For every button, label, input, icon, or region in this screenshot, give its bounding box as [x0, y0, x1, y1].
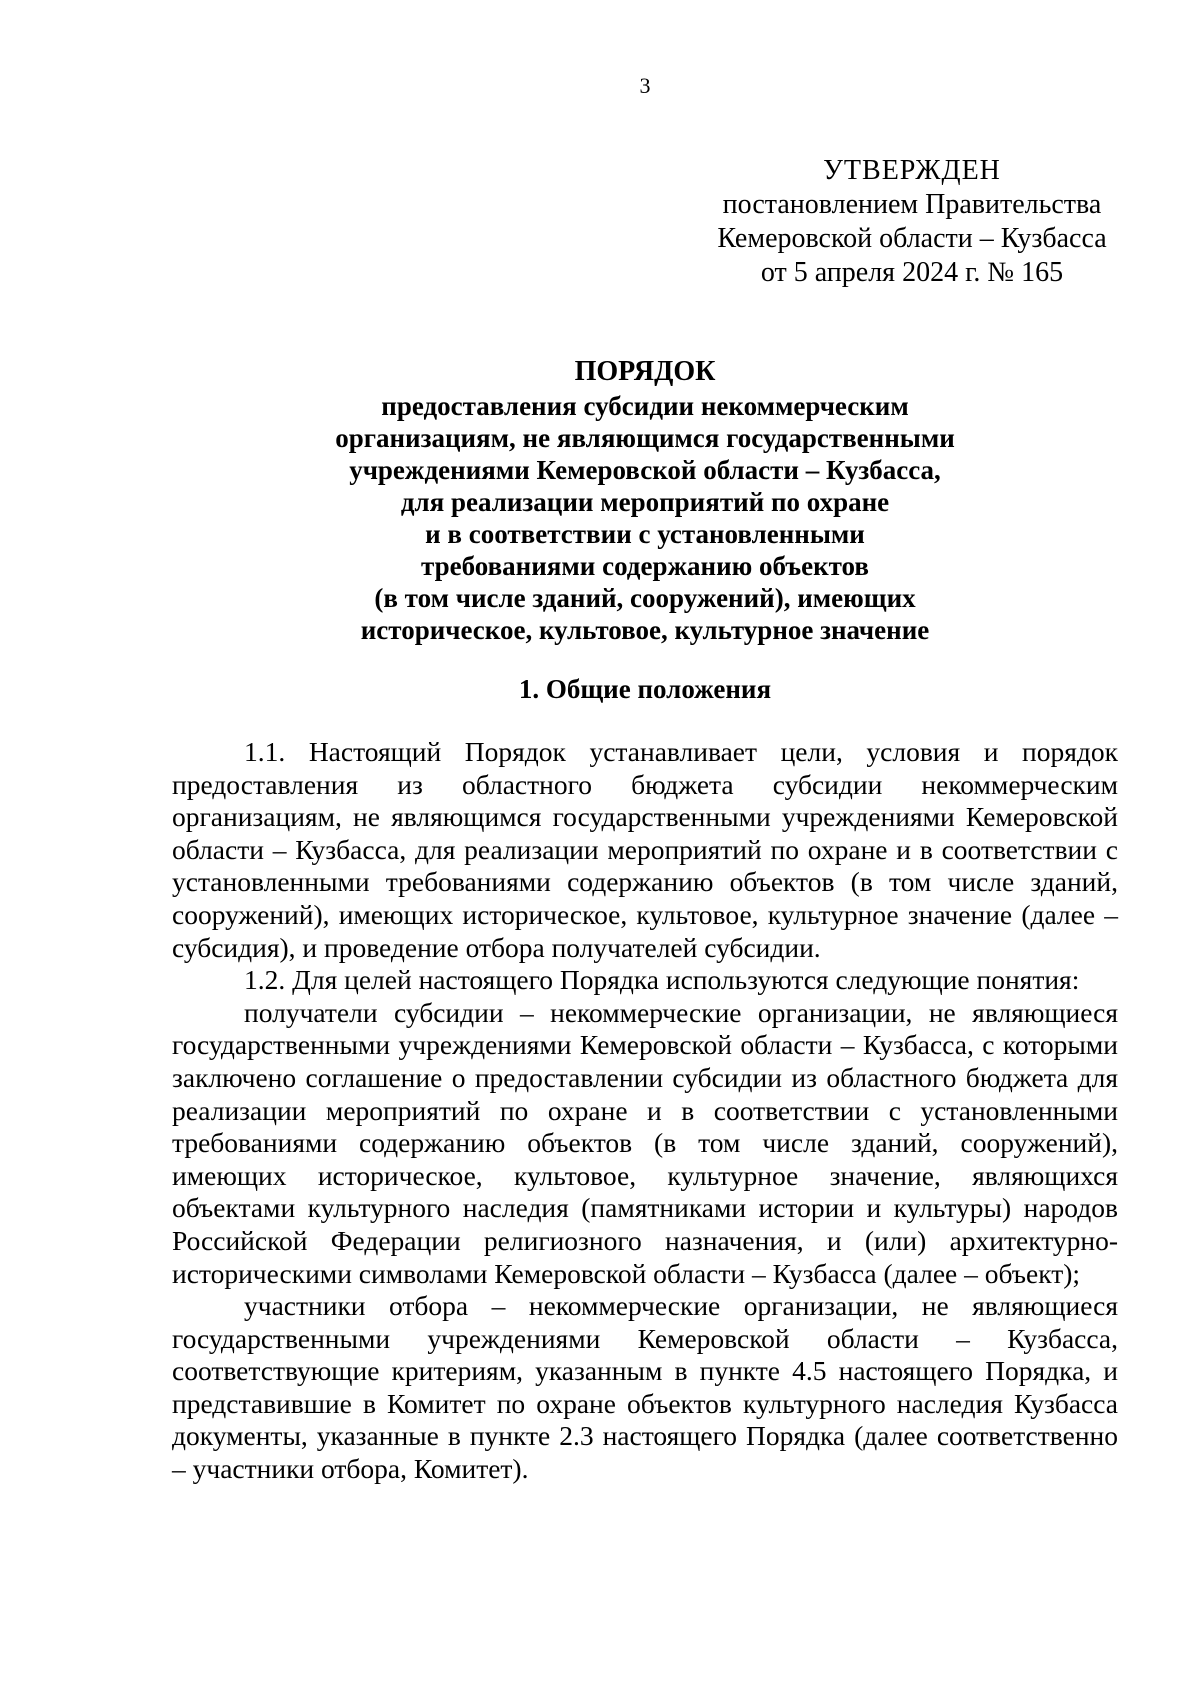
page-number: 3 [639, 73, 651, 98]
approval-line-3: от 5 апреля 2024 г. № 165 [760, 257, 1064, 288]
paragraph-1-2: 1.2. Для целей настоящего Порядка используются следующие понятия: [244, 964, 1080, 996]
approval-stamp-block [712, 154, 1112, 290]
title-subline: организациям, не являющимся государственными [335, 423, 955, 453]
approval-line-1: постановлением Правительства [722, 189, 1102, 220]
paragraph-1-1: 1.1. Настоящий Порядок устанавливает цели, условия и порядок предоставления из областного бюджета субсидии некоммерческим организациям, не являющимся государственными учреждениями Кемеровской области – Кузбасса, для реализации мероприятий по охране и в соответствии с установленными требованиями содержанию объектов (в том числе зданий, сооружений), имеющих историческое, культовое, культурное значение (далее – субсидия), и проведение отбора получателей субсидии. [172, 736, 1118, 963]
approval-stamp-title: УТВЕРЖДЕН [823, 155, 1001, 186]
title-subline: (в том числе зданий, сооружений), имеющих [374, 583, 916, 613]
title-subline: учреждениями Кемеровской области – Кузбасса, [349, 455, 941, 485]
document-body [172, 736, 1118, 1486]
definition-participants: участники отбора – некоммерческие организации, не являющиеся государственными учреждениями Кемеровской области – Кузбасса, соответствующие критериям, указанным в пункте 4.5 настоящего Порядка, и представившие в Комитет по охране объектов культурного наследия Кузбасса документы, указанные в пункте 2.3 настоящего Порядка (далее соответственно – участники отбора, Комитет). [172, 1290, 1118, 1485]
title-subline: для реализации мероприятий по охране [400, 487, 890, 517]
document-title-block [172, 356, 1118, 646]
approval-line-2: Кемеровской области – Кузбасса [717, 223, 1107, 254]
title-subline: требованиями содержанию объектов [421, 551, 869, 581]
section-heading: 1. Общие положения [518, 674, 772, 704]
title-subline: и в соответствии с установленными [425, 519, 865, 549]
title-subline: историческое, культовое, культурное значение [360, 615, 930, 645]
title-subline: предоставления субсидии некоммерческим [381, 391, 909, 421]
document-title: ПОРЯДОК [574, 356, 716, 387]
definition-recipients: получатели субсидии – некоммерческие организации, не являющиеся государственными учреждениями Кемеровской области – Кузбасса, с которыми заключено соглашение о предоставлении субсидии из областного бюджета для реализации мероприятий по охране и в соответствии с установленными требованиями содержанию объектов (в том числе зданий, сооружений), имеющих историческое, культовое, культурное значение, являющихся объектами культурного наследия (памятниками истории и культуры) народов Российской Федерации религиозного назначения, и (или) архитектурно-историческими символами Кемеровской области – Кузбасса (далее – объект); [172, 996, 1118, 1289]
